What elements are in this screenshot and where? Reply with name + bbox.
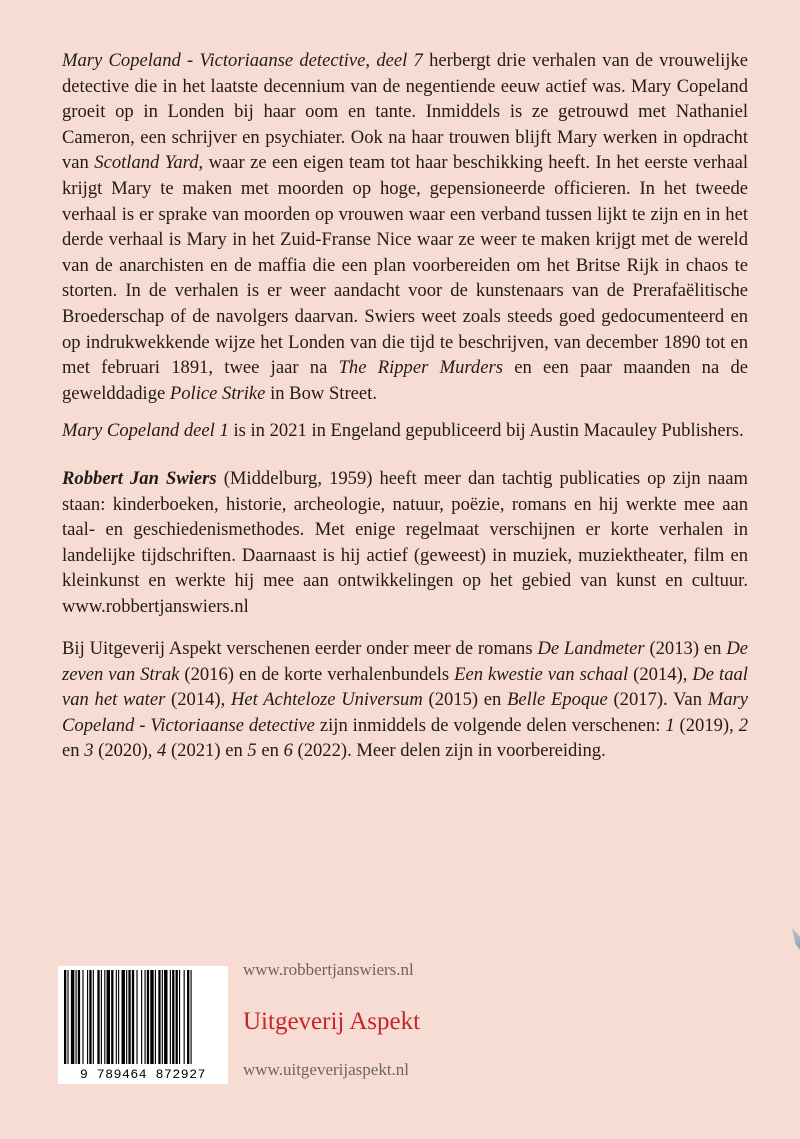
barcode-bar	[67, 970, 68, 1064]
barcode-bar	[118, 970, 119, 1064]
book-title: Mary Copeland - Victoriaanse detective, deel 7	[62, 50, 423, 71]
text-italic: Scotland Yard	[94, 152, 199, 174]
barcode-bar	[122, 970, 125, 1064]
barcode-bar	[107, 970, 110, 1064]
text-italic: The Ripper Murders	[338, 357, 503, 379]
blurb-paragraph-2	[62, 418, 748, 444]
text: in Bow Street.	[265, 382, 377, 404]
barcode-bar	[87, 970, 88, 1064]
author-bio	[62, 466, 748, 620]
barcode-bar	[150, 970, 153, 1064]
publisher-name: Uitgeverij Aspekt	[243, 1008, 421, 1035]
barcode-bar	[111, 970, 113, 1064]
barcode-bar	[155, 970, 156, 1064]
text: (2019),	[674, 714, 739, 736]
text: en een paar maanden na de gewelddadige	[62, 357, 748, 404]
barcode-bar	[64, 970, 66, 1064]
barcode-bar	[126, 970, 127, 1064]
text: (2020),	[93, 740, 158, 762]
text: (2013) en	[644, 638, 727, 659]
barcode-bar	[116, 970, 117, 1064]
text-italic: Police Strike	[169, 382, 266, 404]
barcode-bar	[104, 970, 105, 1064]
text: (2014),	[628, 663, 693, 685]
barcode-bar	[191, 970, 192, 1064]
barcode-bar	[158, 970, 160, 1064]
barcode-bar	[82, 970, 83, 1064]
barcode-bar	[187, 970, 189, 1064]
text-italic: De Landmeter	[537, 638, 645, 659]
barcode-bar	[145, 970, 146, 1064]
barcode-bar	[89, 970, 91, 1064]
isbn-digits: 9 789464 872927	[79, 1067, 207, 1082]
text: herbergt drie verhalen van de vrouwelijke detective die in het laatste decennium van de negentiende eeuw actief was. Mary Copeland groeit op in Londen bij haar oom en tante. Inmiddels is ze getrouwd met Nathaniel Cameron, een schrijver en psychiater. Ook na haar trouwen blijft Mary werken in opdracht van	[62, 50, 748, 174]
barcode-bar	[176, 970, 178, 1064]
text-italic: De zeven van Strak	[62, 638, 748, 685]
text: zijn inmiddels de volgende delen verschenen:	[314, 714, 666, 736]
text-italic: 2	[738, 714, 748, 736]
text: (2022). Meer delen zijn in voorbereiding.	[292, 740, 606, 762]
text-italic: Belle Epoque	[507, 689, 608, 711]
barcode-bar	[170, 970, 171, 1064]
text: (2014),	[165, 689, 231, 711]
barcode-bar	[97, 970, 99, 1064]
text: is in 2021 in Engeland gepubliceerd bij Austin Macauley Publishers.	[228, 420, 744, 441]
author-website: www.robbertjanswiers.nl	[243, 960, 414, 979]
text: en	[256, 740, 284, 762]
text: en	[62, 740, 85, 762]
text: (2017). Van	[607, 689, 708, 711]
barcode-bar	[141, 970, 142, 1064]
barcode-bar	[147, 970, 149, 1064]
bibliography-paragraph	[62, 636, 748, 764]
barcode-bar	[172, 970, 174, 1064]
barcode-bar	[132, 970, 134, 1064]
text-italic: 5	[247, 740, 257, 762]
barcode-bar	[164, 970, 167, 1064]
barcode-bars	[58, 966, 228, 1066]
text-italic: 6	[283, 740, 293, 762]
barcode-bar	[78, 970, 80, 1064]
barcode-bar	[128, 970, 130, 1064]
text: Bij Uitgeverij Aspekt verschenen eerder onder meer de romans	[62, 638, 538, 659]
barcode-bar	[76, 970, 77, 1064]
text: (2015) en	[422, 689, 508, 711]
isbn-barcode	[58, 966, 228, 1084]
barcode-bar	[162, 970, 163, 1064]
barcode-bar	[71, 970, 74, 1064]
text: , waar ze een eigen team tot haar beschikking heeft. In het eerste verhaal krijgt Mary te maken met moorden op hoge, gepensioneerde officieren. In het tweede verhaal is er sprake van moorden op vrouwen waar een verband tussen lijkt te zijn en in het derde verhaal is Mary in het Zuid-Franse Nice waar ze weer te maken krijgt met de wereld van de anarchisten en de maffia die een plan voorbereiden om het Britse Rijk in chaos te storten. In de verhalen is er weer aandacht voor de kunstenaars van de Prerafaëlitische Broederschap of de navolgers daarvan. Swiers weet zoals steeds goed gedocumenteerd en op indrukwekkende wijze het Londen van die tijd te beschrijven, van december 1890 tot en met februari 1891, twee jaar na	[62, 152, 748, 379]
barcode-bar	[93, 970, 94, 1064]
barcode-bar	[101, 970, 102, 1064]
blurb-paragraph-1	[62, 48, 748, 406]
text-italic: 4	[157, 740, 167, 762]
text-italic: Mary Copeland - Victoriaanse detective	[62, 689, 748, 736]
publisher-website: www.uitgeverijaspekt.nl	[243, 1060, 410, 1079]
decorative-edge	[792, 928, 800, 950]
text: (Middelburg, 1959) heeft meer dan tachtig publicaties op zijn naam staan: kinderboeken, historie, archeologie, natuur, poëzie, romans en hij werkte mee aan taal- en geschiedenismethodes. Met enige regelmaat verschijnen er korte verhalen in landelijke tijdschriften. Daarnaast is hij actief (geweest) in muziek, muziektheater, film en kleinkunst en werkte hij mee aan ontwikkelingen op het gebied van kunst en cultuur. www.robbertjanswiers.nl	[62, 468, 748, 617]
text-italic: De taal van het water	[62, 663, 748, 711]
text: (2021) en	[166, 740, 248, 762]
barcode-bar	[179, 970, 180, 1064]
barcode-bar	[136, 970, 137, 1064]
text-italic: 1	[665, 714, 675, 736]
text-italic: Mary Copeland deel 1	[62, 420, 229, 441]
text-italic: 3	[84, 740, 94, 762]
text-italic: Een kwestie van schaal	[454, 663, 629, 685]
barcode-bar	[184, 970, 185, 1064]
text: (2016) en de korte verhalenbundels	[179, 663, 455, 685]
text-italic: Het Achteloze Universum	[230, 689, 423, 711]
author-name: Robbert Jan Swiers	[62, 468, 217, 489]
